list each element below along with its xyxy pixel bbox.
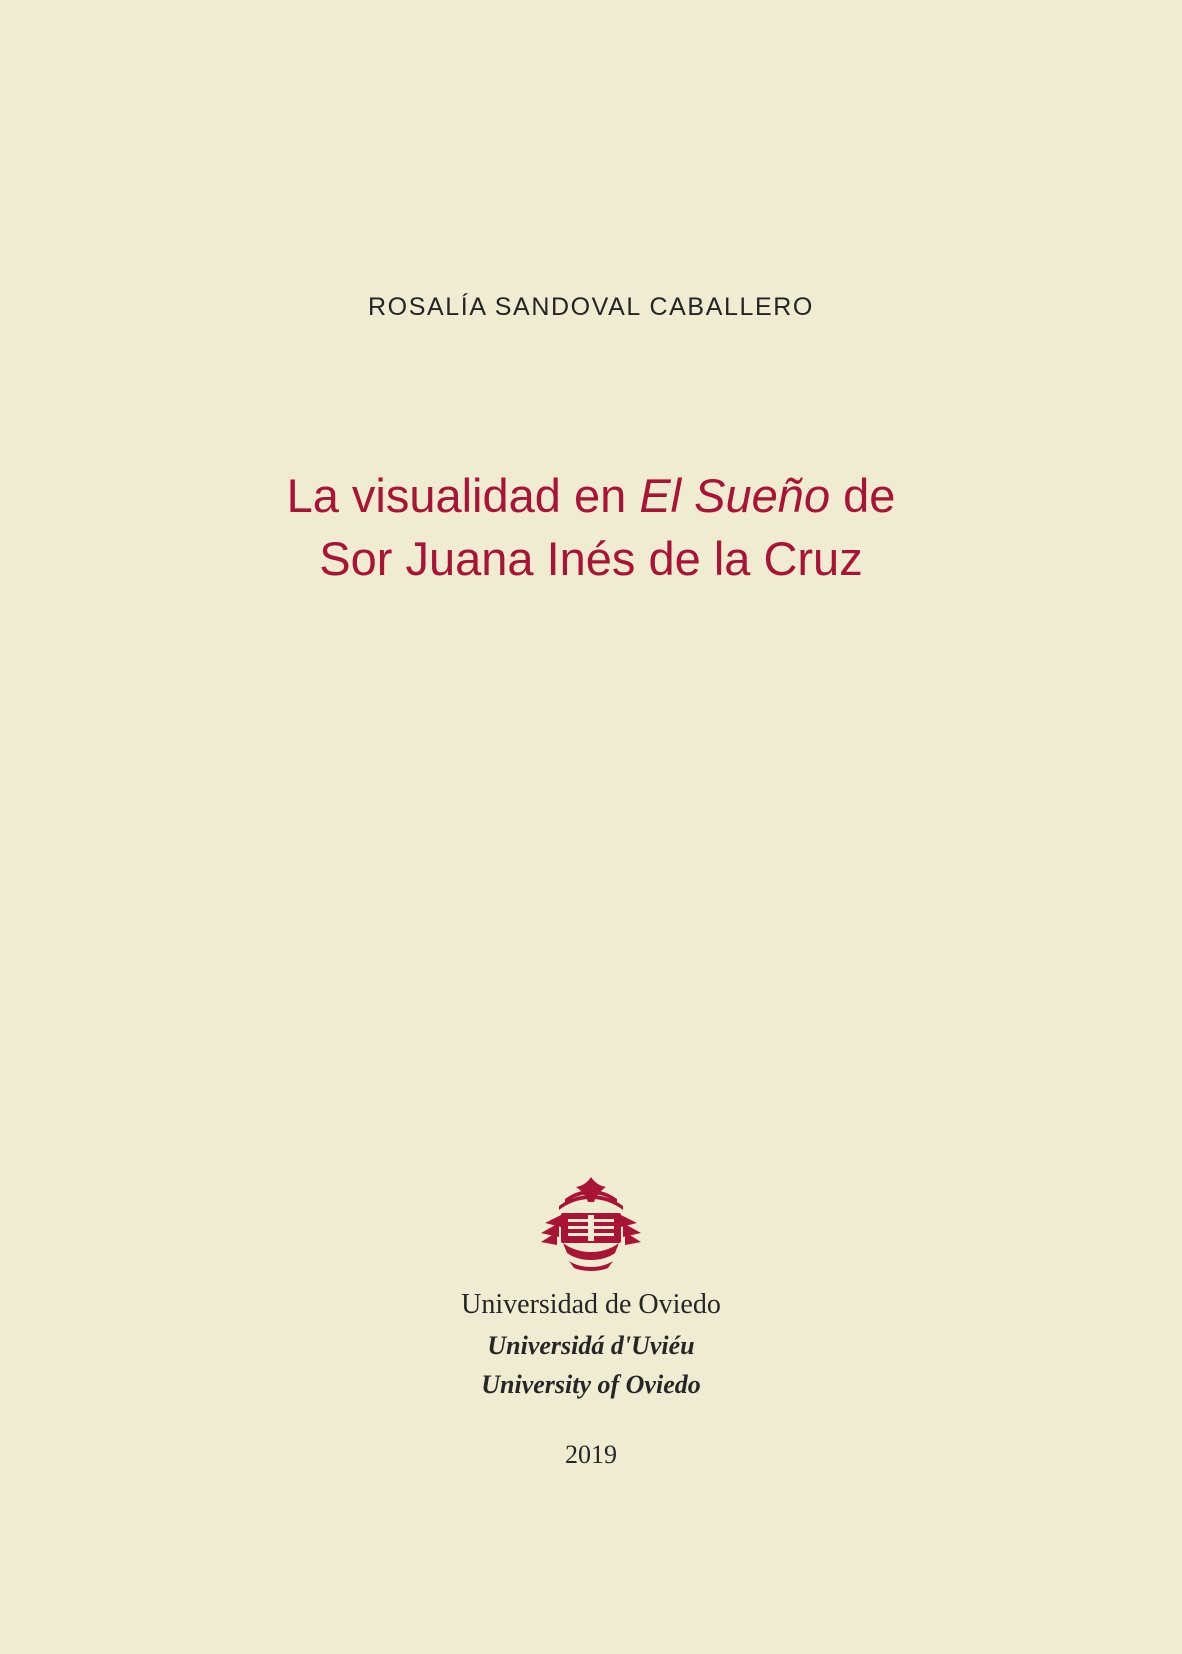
- publisher-block: [0, 1175, 1182, 1470]
- author-name: ROSALÍA SANDOVAL CABALLERO: [368, 293, 814, 321]
- book-title: [0, 465, 1182, 590]
- title-part-italic: El Sueño: [639, 469, 831, 522]
- publication-year: 2019: [565, 1439, 617, 1469]
- title-line-1: [0, 465, 1182, 528]
- title-part-before: La visualidad en: [286, 469, 640, 522]
- publisher-name-ast: Universidá d'Uviéu: [487, 1330, 695, 1360]
- publisher-name-es: Universidad de Oviedo: [461, 1289, 721, 1320]
- publisher-name-en: University of Oviedo: [481, 1369, 701, 1399]
- university-of-oviedo-crest-icon: [535, 1175, 647, 1271]
- title-line-2: Sor Juana Inés de la Cruz: [319, 531, 863, 585]
- title-part-after: de: [830, 469, 896, 522]
